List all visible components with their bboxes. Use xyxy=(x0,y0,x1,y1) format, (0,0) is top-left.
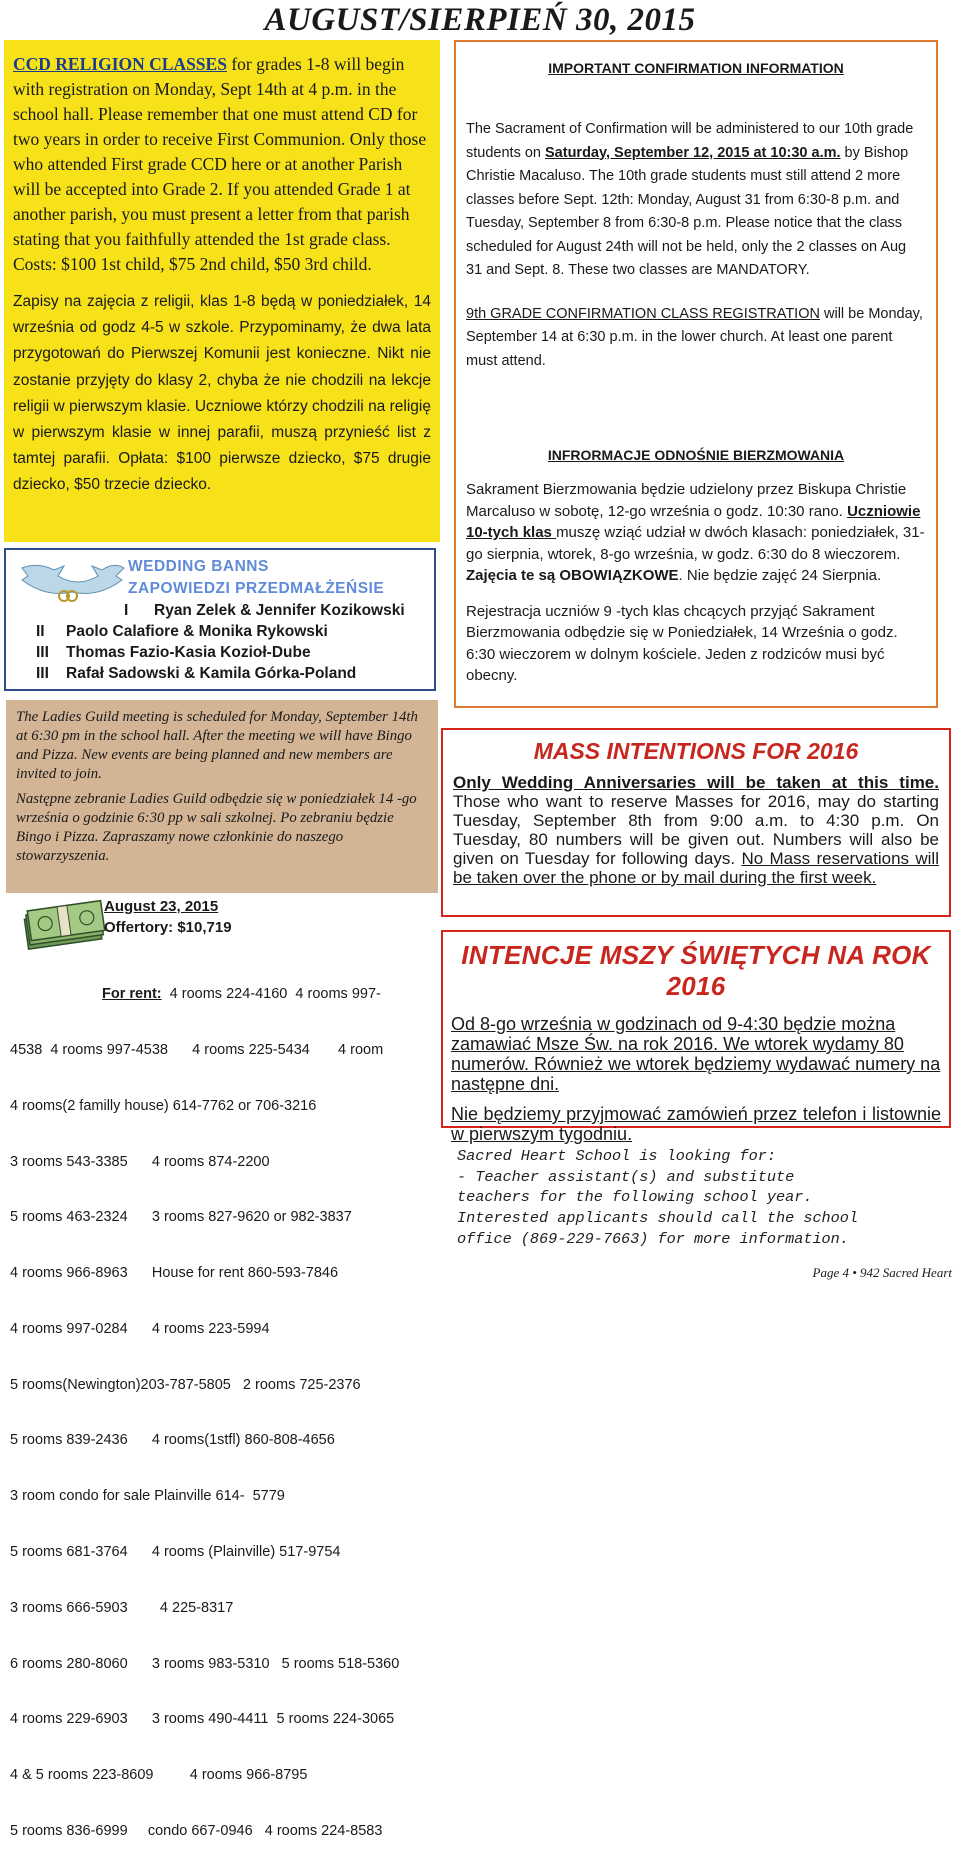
intencje-p2: Nie będziemy przyjmować zamówień przez telefon i listownie w pierwszym tygodniu. xyxy=(451,1104,941,1144)
rent-line: 4 rooms(2 familly house) 614-7762 or 706-3216 xyxy=(10,1097,317,1114)
intencje-p1: Od 8-go września w godzinach od 9-4:30 będzie można zamawiać Msze Św. na rok 2016. We wtorek wydamy 80 numerów. Również we wtorek będziemy wydawać numery na następne dni. xyxy=(451,1014,941,1094)
banns-title-en: WEDDING BANNS xyxy=(128,558,269,575)
banns-couple xyxy=(36,623,328,641)
wedding-banns xyxy=(4,548,436,691)
offertory xyxy=(104,896,232,938)
rent-line: 4 rooms 229-6903 3 rooms 490-4411 5 rooms 224-3065 xyxy=(10,1711,395,1728)
conf-emph: Uczniowie 10-tych klas xyxy=(466,502,921,541)
for-rent-list xyxy=(10,948,440,1859)
school-notice xyxy=(457,1146,947,1250)
mass-text xyxy=(453,773,939,887)
rent-line: 4 rooms 224-4160 4 rooms 997- xyxy=(161,986,381,1003)
rent-line: 3 rooms 666-5903 4 225-8317 xyxy=(10,1599,234,1616)
offertory-date: August 23, 2015 xyxy=(104,898,219,915)
wedding-rings-icon xyxy=(18,558,126,606)
banns-num: II xyxy=(36,623,45,640)
banns-couple xyxy=(36,644,311,662)
school-line: office (869-229-7663) for more information. xyxy=(457,1229,849,1248)
rent-line: 4 & 5 rooms 223-8609 4 rooms 966-8795 xyxy=(10,1767,308,1784)
school-line: Sacred Heart School is looking for: xyxy=(457,1147,776,1165)
ccd-body-en: for grades 1-8 will begin with registration on Monday, Sept 14th at 4 p.m. in the school hall. Please remember that one must attend CD for two years in order to receive First Communion. Only those who attended First grade CCD here or at another Parish will be accepted into Grade 2. If you attended Grade 1 at another parish, you must present a letter from that parish stating that you faithfully attended the 1st grade class. Costs: $100 1st child, $75 2nd child, $50 3rd child. xyxy=(13,54,427,274)
banns-names: Ryan Zelek & Jennifer Kozikowski xyxy=(154,602,405,619)
conf-text: muszę wziąć udział w dwóch klasach: poniedziałek, 31-go sierpnia, wtorek, 8-go września, w godz. 6:30 do 8 wieczorem. xyxy=(466,524,925,563)
rent-line: 4538 4 rooms 997-4538 4 rooms 225-5434 4 room xyxy=(10,1041,384,1058)
school-line: teachers for the following school year. xyxy=(457,1188,813,1207)
rent-line: 5 rooms 836-6999 condo 667-0946 4 rooms 224-8583 xyxy=(10,1822,383,1839)
rent-line: 6 rooms 280-8060 3 rooms 983-5310 5 rooms 518-5360 xyxy=(10,1655,400,1672)
page-title: AUGUST/SIERPIEŃ 30, 2015 xyxy=(264,2,696,38)
rent-line: 4 rooms 997-0284 4 rooms 223-5994 xyxy=(10,1320,270,1337)
school-line: Interested applicants should call the school xyxy=(457,1209,859,1228)
banns-names: Rafał Sadowski & Kamila Górka-Poland xyxy=(66,665,357,682)
page-footer: Page 4 • 942 Sacred Heart xyxy=(812,1265,952,1280)
rent-line: 3 rooms 543-3385 4 rooms 874-2200 xyxy=(10,1153,270,1170)
banns-names: Thomas Fazio-Kasia Kozioł-Dube xyxy=(66,644,311,661)
mass-title: MASS INTENTIONS FOR 2016 xyxy=(533,738,859,764)
banns-title-pl: ZAPOWIEDZI PRZEDMAŁŻEŃSIE xyxy=(128,580,385,597)
confirmation-title: IMPORTANT CONFIRMATION INFORMATION xyxy=(548,60,844,76)
ccd-title: CCD RELIGION CLASSES xyxy=(13,54,227,74)
conf-text: The Sacrament of Confirmation will be administered to our 10th grade students on xyxy=(466,121,914,161)
intencje-section xyxy=(441,930,951,1144)
conf-text: will be Monday, September 14 at 6:30 p.m. in the lower church. At least one parent must attend. xyxy=(466,305,923,369)
guild-text-pl: Następne zebranie Ladies Guild odbędzie się w poniedziałek 14 -go września o godzinie 6:30 pp w sali szkolnej. Po zebraniu będzie Bingo i Pizza. Zapraszamy nowe członkinie do naszego stowarzyszenia. xyxy=(16,791,417,864)
confirmation-p2 xyxy=(466,303,926,374)
conf-text: by Bishop Christie Macaluso. The 10th grade students must still attend 2 more classes before Sept. 12th: Monday, August 31 from 6:30-8 p.m. and Tuesday, September 8 from 6:30-8 p.m. Please notice that the class scheduled for August 24th will not be held, only the 2 classes on Aug 31 and Sept. 8. These two classes are MANDATORY. xyxy=(466,144,909,278)
confirmation-pl-p1 xyxy=(466,479,926,587)
guild-text-en: The Ladies Guild meeting is scheduled for Monday, September 14th at 6:30 pm in the school hall. After the meeting we will have Bingo and Pizza. New events are being planned and new members are invited to join. xyxy=(16,709,418,782)
conf-text: . Nie będzie zajęć 24 Sierpnia. xyxy=(678,567,882,584)
intencje-title: INTENCJE MSZY ŚWIĘTYCH NA ROK 2016 xyxy=(461,940,931,1001)
rent-line: 5 rooms 839-2436 4 rooms(1stfl) 860-808-4656 xyxy=(10,1432,335,1449)
rent-line: 5 rooms 463-2324 3 rooms 827-9620 or 982-3837 xyxy=(10,1209,352,1226)
banns-couple xyxy=(124,602,405,620)
ladies-guild xyxy=(6,700,438,893)
confirmation-title-pl: INFRORMACJE ODNOŚNIE BIERZMOWANIA xyxy=(547,447,845,463)
ccd-text-pl: Zapisy na zajęcia z religii, klas 1-8 będą w poniedziałek, 14 września od godz 4-5 w szkole. Przypominamy, że dwa lata przygotowań do Pierwszej Komunii jest konieczne. Nikt nie zostanie przyjęty do klasy 2, chyba że nie chodzili na lekcje religii w pierwszym klasie. Uczniowe którzy chodzili na religię w pierwszym klasie w innej parafii, muszą przynieść list z tamtej parafii. Opłata: $100 pierwsze dziecko, $75 drugie dziecko, $50 trzecie dziecko. xyxy=(13,293,431,494)
confirmation-pl-p2: Rejestracja uczniów 9 -tych klas chcących przyjąć Sakrament Bierzmowania odbędzie się w Poniedziałek, 14 Września o godz. 6:30 wieczorem w dolnym kościele. Jeden z rodziców musi być obecny. xyxy=(466,602,898,684)
confirmation-date: Saturday, September 12, 2015 at 10:30 a.m. xyxy=(545,144,841,161)
rent-line: 5 rooms 681-3764 4 rooms (Plainville) 517-9754 xyxy=(10,1544,341,1560)
rent-first-line xyxy=(10,985,440,1004)
banns-num: I xyxy=(124,602,129,619)
school-line: - Teacher assistant(s) and substitute xyxy=(457,1167,795,1186)
offertory-amount: Offertory: $10,719 xyxy=(104,919,232,936)
confirmation-p1 xyxy=(466,118,926,283)
conf-text: Sakrament Bierzmowania będzie udzielony przez Biskupa Christie Marcaluso w sobotę, 12-go września o godz. 10:30 rano. xyxy=(466,481,907,520)
mass-intentions xyxy=(441,728,951,917)
ccd-text-en xyxy=(13,52,431,277)
mass-tail: No Mass reservations will be taken over the phone or by mail during the first week. xyxy=(453,849,939,887)
rent-line: 5 rooms(Newington)203-787-5805 2 rooms 725-2376 xyxy=(10,1376,361,1393)
banns-num: III xyxy=(36,665,49,682)
ccd-section xyxy=(4,40,440,542)
registration-title: 9th GRADE CONFIRMATION CLASS REGISTRATION xyxy=(466,305,820,322)
banns-couple xyxy=(36,665,356,683)
banns-names: Paolo Calafiore & Monika Rykowski xyxy=(66,623,328,640)
rent-line: 4 rooms 966-8963 House for rent 860-593-7846 xyxy=(10,1265,339,1282)
mass-body: Those who want to reserve Masses for 2016, may do starting Tuesday, September 8th from 9:00 a.m. to 4:30 p.m. On Tuesday, 80 numbers will be given out. Numbers will also be given on Tuesday for following days. xyxy=(453,792,939,868)
mass-lead: Only Wedding Anniversaries will be taken at this time. xyxy=(453,773,939,792)
rent-label: For rent: xyxy=(102,986,162,1003)
rent-line: 3 room condo for sale Plainville 614- 5779 xyxy=(10,1488,285,1505)
conf-bold: Zajęcia te są OBOWIĄZKOWE xyxy=(466,567,679,584)
banns-num: III xyxy=(36,644,49,661)
confirmation-section xyxy=(454,40,938,708)
